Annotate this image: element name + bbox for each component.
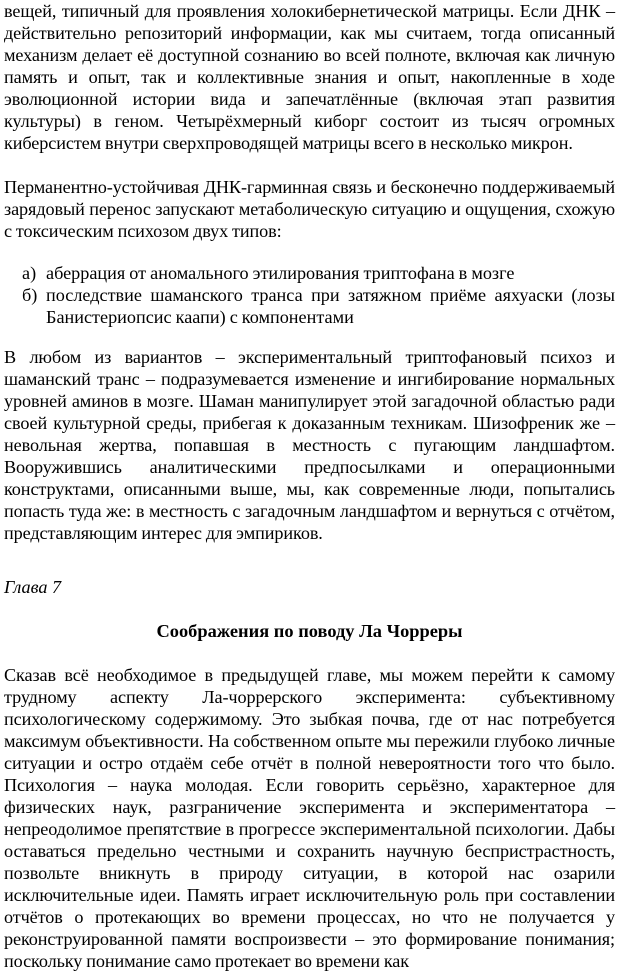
list-item-marker: а) — [22, 263, 37, 283]
list-item-text: последствие шаманского транса при затяжном приёме аяхуаски (лозы Банистериопсис каапи) с компонентами — [46, 285, 615, 327]
list-item-text: аберрация от аномального этилирования триптофана в мозге — [46, 263, 515, 283]
list-item — [4, 262, 615, 284]
paragraph-dna-link: Перманентно-устойчивая ДНК-гарминная связь и бесконечно поддерживаемый зарядовый перенос запускают метаболическую ситуацию и ощущения, схожую с токсическим психозом двух типов: — [4, 177, 615, 241]
chapter-label: Глава 7 — [4, 577, 62, 597]
paragraph-variants: В любом из вариантов – экспериментальный триптофановый психоз и шаманский транс – подразумевается изменение и ингибирование нормальных уровней аминов в мозге. Шаман манипулирует этой загадочной областью ради своей культурной среды, прибегая к доказанным техникам. Шизофреник же – невольная жертва, попавшая в местность с пугающим ландшафтом. Вооружившись аналитическими предпосылками и операционными конструктами, описанными выше, мы, как современные люди, попытались попасть туда же: в местность с загадочным ландшафтом и вернуться с отчётом, представляющим интерес для эмпириков. — [4, 347, 615, 543]
chapter-title: Соображения по поводу Ла Чорреры — [156, 621, 463, 641]
list-item-marker: б) — [22, 285, 38, 305]
psychosis-types-list — [4, 262, 615, 328]
paragraph-continuation: вещей, типичный для проявления холокибернетической матрицы. Если ДНК – действительно репозиторий информации, как мы считаем, тогда описанный механизм делает её доступной сознанию во всей полноте, включая как личную память и опыт, так и коллективные знания и опыт, накопленные в ходе эволюционной истории вида и запечатлённые (включая этап развития культуры) в геном. Четырёхмерный киборг состоит из тысяч огромных киберсистем внутри сверхпроводящей матрицы всего в несколько микрон. — [4, 1, 615, 153]
chapter-paragraph: Сказав всё необходимое в предыдущей главе, мы можем перейти к самому трудному аспекту Ла-чоррерского эксперимента: субъективному психологическому содержимому. Это зыбкая почва, где от нас потребуется максимум объективности. На собственном опыте мы пережили глубоко личные ситуации и остро отдаём себе отчёт в полной невероятности того что было. Психология – наука молодая. Если говорить серьёзно, характерное для физических наук, разграничение эксперимента и экспериментатора – непреодолимое препятствие в прогрессе экспериментальной психологии. Дабы оставаться предельно честными и сохранить научную беспристрастность, позвольте вникнуть в природу ситуации, в которой нас озарили исключительные идеи. Память играет исключительную роль при составлении отчётов о протекающих во времени процессах, но что не получается у реконструированной памяти воспроизвести – это формирование понимания; поскольку понимание само протекает во времени как — [4, 665, 615, 971]
list-item — [4, 284, 615, 328]
